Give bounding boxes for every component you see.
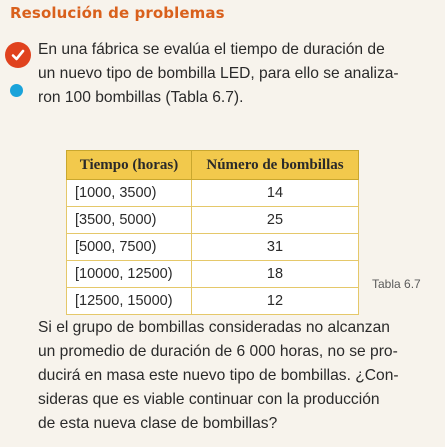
interval-cell: [10000, 12500) [67, 261, 192, 288]
table-row [67, 207, 359, 234]
count-cell: 31 [192, 234, 359, 261]
question-line: ducirá en masa este nuevo tipo de bombillas. ¿Con- [38, 367, 399, 384]
column-header-time: Tiempo (horas) [67, 151, 192, 180]
check-badge [5, 42, 31, 68]
count-cell: 25 [192, 207, 359, 234]
check-icon [10, 47, 26, 63]
interval-cell: [3500, 5000) [67, 207, 192, 234]
table-caption: Tabla 6.7 [372, 277, 421, 291]
table-header-row [67, 151, 359, 180]
interval-cell: [5000, 7500) [67, 234, 192, 261]
column-header-count: Número de bombillas [192, 151, 359, 180]
question-line: Si el grupo de bombillas consideradas no alcanzan [38, 319, 390, 336]
interval-cell: [1000, 3500) [67, 180, 192, 207]
table-row [67, 234, 359, 261]
question-text [38, 316, 438, 436]
intro-line: un nuevo tipo de bombilla LED, para ello se analiza- [38, 65, 399, 82]
problem-intro [38, 38, 438, 110]
frequency-table [66, 150, 359, 315]
intro-line: ron 100 bombillas (Tabla 6.7). [38, 89, 244, 106]
question-line: sideras que es viable continuar con la producción [38, 391, 380, 408]
count-cell: 12 [192, 288, 359, 315]
interval-cell: [12500, 15000) [67, 288, 192, 315]
table-row [67, 288, 359, 315]
section-title: Resolución de problemas [10, 4, 225, 22]
bullet-dot [10, 84, 23, 97]
intro-line: En una fábrica se evalúa el tiempo de duración de [38, 41, 385, 58]
count-cell: 18 [192, 261, 359, 288]
question-line: de esta nueva clase de bombillas? [38, 415, 278, 432]
question-line: un promedio de duración de 6 000 horas, no se pro- [38, 343, 398, 360]
count-cell: 14 [192, 180, 359, 207]
table-row [67, 180, 359, 207]
table-row [67, 261, 359, 288]
